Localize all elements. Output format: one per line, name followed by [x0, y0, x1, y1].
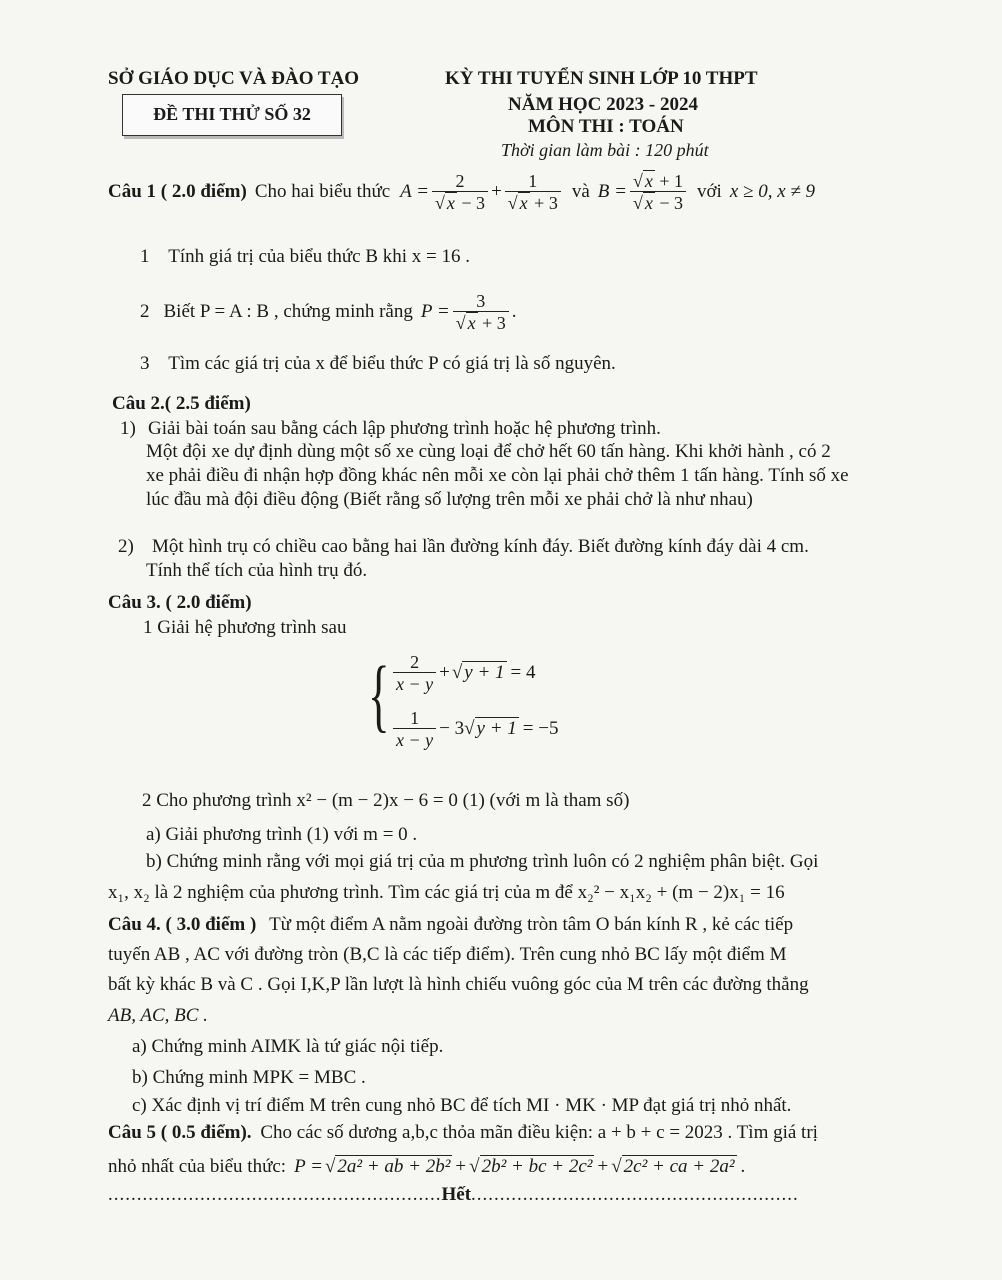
q5-line1-text: Cho các số dương a,b,c thỏa mãn điều kiện: a + b + c = 2023 . Tìm giá trị [260, 1122, 818, 1143]
q1-item-2-text: Biết P = A : B , chứng minh rằng [163, 301, 413, 322]
q5-line2-prefix: nhỏ nhất của biểu thức: [108, 1156, 287, 1177]
exam-title: KỲ THI TUYỂN SINH LỚP 10 THPT [445, 68, 758, 89]
q2-part2-line2: Tính thể tích của hình trụ đó. [146, 560, 368, 581]
q1-item-3-num: 3 [140, 353, 150, 374]
expr-p: P = [420, 301, 450, 322]
system-brace: { [368, 649, 390, 740]
end-dots-left: .......................................................... [108, 1184, 442, 1205]
q5-radical-3: 2c² + ca + 2a² [623, 1156, 735, 1177]
expr-b: B = [597, 181, 627, 202]
q1-item-2: 2 Biết P = A : B , chứng minh rằng P = $\frac{3}{√ x + 3}$ . [140, 290, 517, 333]
expr-a-frac2: $\frac{1}{√ x + 3}$ [505, 171, 561, 214]
q2-part1-line4: lúc đầu mà đội điều động (Biết rằng số lượng trên mỗi xe phải chở là như nhau) [146, 489, 753, 510]
q1-item-2-num: 2 [140, 301, 150, 322]
q4-item-a: a) Chứng minh AIMK là tứ giác nội tiếp. [132, 1036, 444, 1057]
q2-part1-line1: Giải bài toán sau bằng cách lập phương trình hoặc hệ phương trình. [148, 418, 661, 439]
end-marker [108, 1184, 799, 1206]
q1-item-1-text: Tính giá trị của biểu thức B khi x = 16 . [168, 246, 470, 267]
q1-title: Câu 1 ( 2.0 điểm) [108, 181, 247, 202]
q3-item-1: 1 Giải hệ phương trình sau [143, 617, 347, 638]
q4-line2: tuyến AB , AC với đường tròn (B,C là các tiếp điểm). Trên cung nhỏ BC lấy một điểm M [108, 944, 787, 965]
system-eq-2: $\frac{1}{x - y}$ − 3 √ y + 1 = −5 [390, 704, 558, 754]
q5-radical-2: 2b² + bc + 2c² [481, 1156, 593, 1177]
expr-a-frac1: $\frac{2}{√ x - 3}$ [432, 171, 488, 214]
q4-item-c: c) Xác định vị trí điểm M trên cung nhỏ BC để tích MI · MK · MP đạt giá trị nhỏ nhất. [132, 1095, 792, 1116]
q1-intro: Cho hai biểu thức [254, 181, 391, 202]
q5-line1 [108, 1122, 818, 1144]
q2-part2-line1: Một hình trụ có chiều cao bằng hai lần đường kính đáy. Biết đường kính đáy dài 4 cm. [152, 536, 809, 557]
q1-condition: x ≥ 0, x ≠ 9 [729, 181, 816, 202]
q5-radical-1: 2a² + ab + 2b² [337, 1156, 451, 1177]
q4-line3: bất kỳ khác B và C . Gọi I,K,P lần lượt là hình chiếu vuông góc của M trên các đường thẳng [108, 974, 809, 995]
q4-line1-text: Từ một điểm A nằm ngoài đường tròn tâm O bán kính R , kẻ các tiếp [269, 914, 794, 935]
end-label: Hết [441, 1184, 472, 1205]
q3-item-2: 2 Cho phương trình x² − (m − 2)x − 6 = 0 (1) (với m là tham số) [142, 790, 630, 811]
q1-and: và [571, 181, 590, 202]
equation-system [368, 648, 588, 758]
q1-item-1 [140, 246, 470, 268]
department-name: SỞ GIÁO DỤC VÀ ĐÀO TẠO [108, 68, 360, 89]
system-eq-1-rhs: = 4 [510, 662, 536, 683]
q3-item-2b-line2: x₁, x₂ là 2 nghiệm của phương trình. Tìm các giá trị của m để x₂² − x₁x₂ + (m − 2)x₁ = 16 [108, 882, 785, 903]
q4-item-b: b) Chứng minh MPK = MBC . [132, 1067, 366, 1088]
expr-a: A = [400, 181, 430, 202]
q2-part2-num: 2) [118, 536, 134, 557]
end-dots-right: ......................................................... [471, 1184, 799, 1205]
exam-code: ĐỀ THI THỬ SỐ 32 [153, 104, 311, 124]
q2-part1-num: 1) [120, 418, 136, 439]
q2-part1-line2: Một đội xe dự định dùng một số xe cùng loại để chở hết 60 tấn hàng. Khi khởi hành , có 2 [146, 441, 831, 462]
system-eq-2-rhs: = −5 [522, 718, 559, 739]
q3-item-2b-line1: b) Chứng minh rằng với mọi giá trị của m phương trình luôn có 2 nghiệm phân biệt. Gọi [146, 851, 819, 872]
q1-item-3 [140, 353, 616, 375]
duration: Thời gian làm bài : 120 phút [501, 140, 709, 160]
q5-title: Câu 5 ( 0.5 điểm). [108, 1122, 252, 1143]
exam-code-box [122, 94, 342, 136]
q2-title: Câu 2.( 2.5 điểm) [112, 393, 251, 414]
expr-p-frac: $\frac{3}{√ x + 3}$ [453, 291, 509, 334]
q5-line2: nhỏ nhất của biểu thức: P = √ 2a² + ab + 2b² + √ 2b² + bc + 2c² + √ 2c² + ca + 2a² . [108, 1156, 746, 1177]
subject: MÔN THI : TOÁN [528, 116, 684, 137]
expr-b-frac: $\frac{√ x + 1}{√ x - 3}$ [630, 171, 686, 214]
q1-item-1-num: 1 [140, 246, 150, 267]
school-year: NĂM HỌC 2023 - 2024 [508, 94, 698, 115]
q3-item-2a: a) Giải phương trình (1) với m = 0 . [146, 824, 418, 845]
q3-title: Câu 3. ( 2.0 điểm) [108, 592, 252, 613]
system-eq-1: $\frac{2}{x - y}$ + √ y + 1 = 4 [390, 648, 536, 698]
q1-condition-prefix: với [697, 181, 722, 202]
q1-item-3-text: Tìm các giá trị của x để biểu thức P có giá trị là số nguyên. [168, 353, 616, 374]
q4-line1 [108, 914, 793, 936]
q2-part1-line3: xe phải điều đi nhận hợp đồng khác nên mỗi xe còn lại phải chở thêm 1 tấn hàng. Tính số xe [146, 465, 849, 486]
q4-title: Câu 4. ( 3.0 điểm ) [108, 914, 257, 935]
q4-line4: AB, AC, BC . [108, 1005, 208, 1026]
q1-header: Câu 1 ( 2.0 điểm) Cho hai biểu thức A = $\frac{2}{√ x - 3}$ + $\frac{1}{√ x + 3}$ và B = $\frac{√ x + 1}{√ x - 3}$ với x ≥ 0, x ≠ 9 [108, 170, 816, 213]
